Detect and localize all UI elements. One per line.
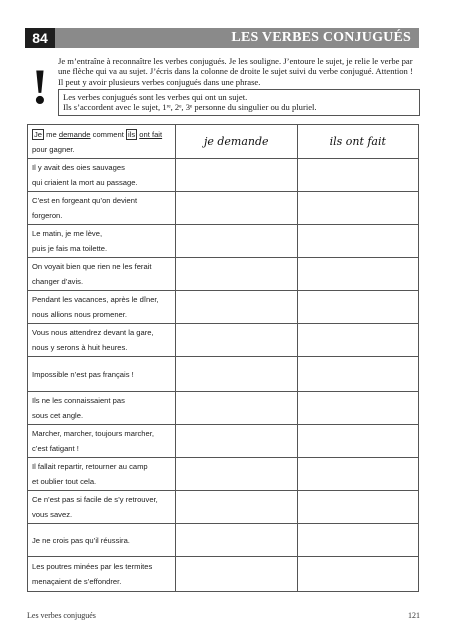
sentence-line: puis je fais ma toilette. [32,244,108,253]
example-line-2: pour gagner. [32,144,75,154]
exclamation-icon: ! [31,58,49,114]
sentence-line: Le matin, je me lève, [32,229,103,238]
example-subject-1: Je [34,129,43,139]
table-row [28,357,419,392]
sentence-cell [28,225,176,258]
sentence-cell [28,324,176,357]
answer-cell-subject-verb-2[interactable] [297,159,419,192]
example-word: comment [92,129,124,139]
answer-cell-subject-verb-2[interactable] [297,524,419,557]
page-number: 84 [25,28,55,48]
example-verb-2: ont fait [139,129,163,139]
sentence-line: Marcher, marcher, toujours marcher, [32,429,154,438]
exercise-table [27,124,419,592]
answer-cell-subject-verb-1[interactable] [176,291,298,324]
table-row [28,159,419,192]
answer-cell-subject-verb-1[interactable] [176,392,298,425]
sentence-line: forgeron. [32,211,63,220]
answer-cell-subject-verb-2[interactable] [297,258,419,291]
footer-page-number: 121 [408,611,420,620]
sentence-line: vous savez. [32,510,73,519]
header-bar [25,28,419,48]
sentence-line: C’est en forgeant qu’on devient [32,196,138,205]
page-title: LES VERBES CONJUGUÉS [231,30,411,45]
rule-line-1: Les verbes conjugués sont les verbes qui ont un sujet. [63,92,248,102]
sentence-line: c’est fatigant ! [32,444,79,453]
example-row [28,125,419,159]
sentence-line: Je ne crois pas qu’il réussira. [32,535,130,545]
sentence-line: nous allions nous promener. [32,310,127,319]
sentence-line: et oublier tout cela. [32,477,97,486]
sentence-line: Ce n’est pas si facile de s’y retrouver, [32,495,158,504]
sentence-line: Ils ne les connaissaient pas [32,396,125,405]
sentence-line: Pendant les vacances, après le dîner, [32,295,159,304]
table-row [28,324,419,357]
answer-cell-subject-verb-1[interactable] [176,357,298,392]
example-answer-1: je demande [176,125,298,159]
sentence-cell [28,458,176,491]
table-row [28,425,419,458]
answer-cell-subject-verb-2[interactable] [297,357,419,392]
sentence-line: menaçaient de s’effondrer. [32,577,122,586]
table-row [28,192,419,225]
sentence-cell [28,425,176,458]
table-row [28,491,419,524]
sentence-cell [28,357,176,392]
answer-cell-subject-verb-1[interactable] [176,225,298,258]
sentence-line: On voyait bien que rien ne les ferait [32,262,152,271]
answer-cell-subject-verb-1[interactable] [176,258,298,291]
sentence-cell [28,291,176,324]
example-answer-2: ils ont fait [297,125,419,159]
sentence-line: Il fallait repartir, retourner au camp [32,462,148,471]
table-row [28,225,419,258]
answer-cell-subject-verb-1[interactable] [176,159,298,192]
footer-chapter: Les verbes conjugués [27,611,96,620]
sentence-line: Il y avait des oies sauvages [32,163,125,172]
answer-cell-subject-verb-2[interactable] [297,392,419,425]
sentence-line: changer d’avis. [32,277,84,286]
table-row [28,392,419,425]
example-line-1 [32,127,171,142]
answer-cell-subject-verb-1[interactable] [176,324,298,357]
sentence-cell [28,392,176,425]
answer-cell-subject-verb-2[interactable] [297,291,419,324]
sentence-line: Vous nous attendrez devant la gare, [32,328,154,337]
answer-cell-subject-verb-1[interactable] [176,192,298,225]
answer-cell-subject-verb-2[interactable] [297,557,419,592]
answer-cell-subject-verb-1[interactable] [176,557,298,592]
answer-cell-subject-verb-1[interactable] [176,458,298,491]
sentence-line: sous cet angle. [32,411,84,420]
answer-cell-subject-verb-1[interactable] [176,491,298,524]
answer-cell-subject-verb-2[interactable] [297,491,419,524]
sentence-cell [28,159,176,192]
sentence-line: qui criaient la mort au passage. [32,178,138,187]
sentence-line: Les poutres minées par les termites [32,562,153,571]
example-word: me [46,129,57,139]
sentence-line: nous y serons à huit heures. [32,343,128,352]
answer-cell-subject-verb-2[interactable] [297,225,419,258]
table-row [28,291,419,324]
sentence-cell [28,557,176,592]
rule-box [58,89,420,116]
answer-cell-subject-verb-2[interactable] [297,192,419,225]
table-row [28,258,419,291]
example-verb-1: demande [58,129,91,139]
rule-line-2: Ils s’accordent avec le sujet, 1ʳᵉ, 2ᵉ, 3ᵉ personne du singulier ou du pluriel. [63,102,317,113]
answer-cell-subject-verb-2[interactable] [297,324,419,357]
table-row [28,524,419,557]
sentence-cell [28,524,176,557]
answer-cell-subject-verb-2[interactable] [297,425,419,458]
sentence-cell [28,192,176,225]
sentence-cell [28,258,176,291]
table-row [28,458,419,491]
example-subject-2: ils [128,129,136,139]
answer-cell-subject-verb-1[interactable] [176,524,298,557]
answer-cell-subject-verb-1[interactable] [176,425,298,458]
answer-cell-subject-verb-2[interactable] [297,458,419,491]
sentence-line: Impossible n’est pas français ! [32,369,134,379]
example-sentence [28,125,176,159]
table-row [28,557,419,592]
instructions-text: Je m’entraîne à reconnaître les verbes conjugués. Je les souligne. J’entoure le sujet, je relie le verbe par une flèche qui va au sujet. J’écris dans la colonne de droite le sujet suivi du verbe conjugué. Attention ! Il peut y avoir plusieurs verbes conjugués dans une phrase. [58,56,413,87]
sentence-cell [28,491,176,524]
